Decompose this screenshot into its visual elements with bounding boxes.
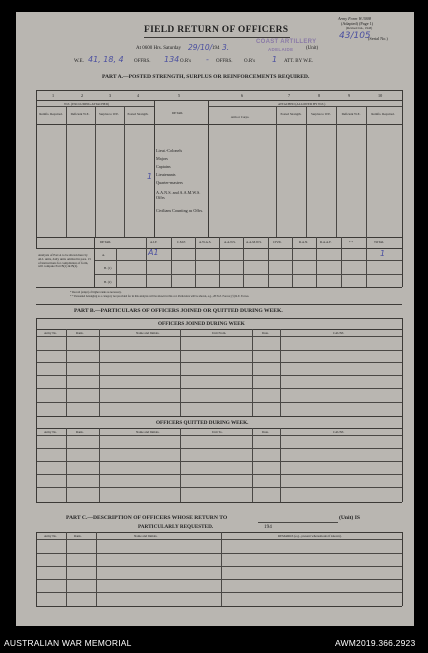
detail-heading: DETAIL — [172, 111, 184, 115]
rule — [316, 237, 317, 287]
rule — [36, 287, 402, 288]
joined-col-army-no: Army No. — [44, 331, 57, 335]
rule — [402, 248, 403, 287]
quitted-col-name: Name and Initials. — [136, 430, 160, 434]
offrs2-label: OFFRS. — [216, 59, 233, 64]
rank-majors: Majors — [156, 156, 168, 161]
head-posted-right: Posted Strength. — [280, 112, 302, 116]
rule — [36, 428, 402, 429]
group-right-heading: ATTACHED (ALLOWED BY W.E.) — [278, 101, 326, 106]
rule — [146, 237, 147, 287]
col-num-1: 1 — [52, 93, 55, 98]
rule — [36, 532, 402, 533]
rule — [66, 532, 67, 606]
joined-col-rank: Rank. — [76, 331, 84, 335]
quitted-col-date: Date. — [262, 430, 269, 434]
rule — [36, 329, 402, 330]
rule — [36, 553, 402, 554]
rule — [99, 428, 100, 502]
rule — [36, 579, 402, 580]
rule — [36, 90, 37, 248]
rule — [36, 388, 402, 389]
report-time: At 0600 Hrs. Saturday — [136, 46, 181, 51]
analysis-awas: A.W.A.S. — [199, 239, 212, 244]
offrs-label: OFFRS. — [134, 59, 151, 64]
analysis-cmf: C.M.F. — [177, 239, 186, 244]
part-c-requested: PARTICULARLY REQUESTED. — [138, 524, 214, 530]
rule — [276, 106, 277, 237]
form-ref-line2: (Adapted) (Page 1) — [341, 21, 374, 26]
year-suffix: 3. — [222, 43, 230, 52]
analysis-aif-value: A1 — [148, 248, 159, 257]
col-num-4: 4 — [137, 93, 140, 98]
rule — [280, 428, 281, 502]
serial-label: (Serial No.) — [368, 36, 388, 41]
col-num-10: 10 — [378, 93, 383, 98]
col-num-9: 9 — [348, 93, 351, 98]
rule — [258, 522, 338, 523]
rule — [252, 329, 253, 416]
ors-label: O.R's — [180, 59, 192, 64]
rank-civilians: Civilians Counting as Offrs. — [156, 208, 204, 213]
joined-col-name: Name and Initials. — [136, 331, 160, 335]
footer-accession-number: AWM2019.366.2923 — [335, 638, 416, 648]
rule — [252, 428, 253, 502]
analysis-row-a: A. — [102, 253, 106, 257]
rule — [36, 318, 402, 319]
rule — [366, 237, 367, 287]
part-c-col-name: Name and Initials. — [134, 534, 158, 538]
rule — [36, 592, 402, 593]
unit-label: (Unit) — [306, 46, 319, 51]
analysis-ran: R.A.N. — [299, 239, 309, 244]
rule — [36, 350, 402, 351]
rule — [366, 106, 367, 237]
analysis-other: * * — [349, 239, 353, 244]
unit-stamp-line1: COAST ARTILLERY — [256, 39, 317, 45]
analysis-footnote-1: * Record (adapt) of higher ranks as necessary. — [70, 291, 122, 294]
rule — [36, 606, 402, 607]
rule — [36, 402, 402, 403]
group-left-heading: W.E. (EXCLUDING ATTACHED) — [64, 101, 109, 106]
rank-lieut-colonels: Lieut.-Colonels — [156, 148, 183, 153]
head-surplus-right: Surplus to W.E. — [310, 112, 331, 116]
rule — [336, 106, 337, 237]
rule — [341, 237, 342, 287]
rule — [36, 304, 402, 305]
rank-quartermasters: Quarter-masters — [156, 180, 183, 185]
year-prefix: 194 — [212, 46, 220, 51]
part-c-year: 194 — [264, 524, 272, 530]
rule — [36, 502, 402, 503]
analysis-detail-head: DETAIL — [100, 239, 112, 244]
rule — [66, 329, 67, 416]
head-surplus-left: Surplus to W.E. — [98, 112, 119, 116]
part-c-col-remarks: REMARKS (e.g., present whereabouts if known). — [278, 534, 342, 538]
rule — [36, 474, 402, 475]
serial-number: 43/105 — [339, 31, 371, 41]
rule — [208, 106, 402, 107]
analysis-note: Analysis of Part A to be shown here by ALL units, daily units omitted in para. 15 of instructions for compilation of form, will compute Part B(1) & B(2). — [38, 253, 91, 269]
rank-captains: Captains — [156, 164, 171, 169]
quitted-col-unit-to: Unit To. — [212, 430, 223, 434]
quitted-col-army-no: Army No. — [44, 430, 57, 434]
col-num-7: 7 — [288, 93, 291, 98]
rule — [96, 532, 97, 606]
analysis-total-value: 1 — [380, 249, 386, 258]
rule — [36, 539, 402, 540]
joined-col-cause: CAUSE. — [333, 331, 345, 335]
rule — [36, 90, 402, 91]
analysis-footnote-2: * * Personnel belonging to a category not provided for in this analysis will be shown in this col. Particulars will be shown, e.g., 28 N.Z. Forces; (5) R.E. Forces. — [70, 295, 250, 298]
head-arm-corps: Arm or Corps. — [230, 115, 250, 119]
analysis-civil: CIVIL — [273, 239, 282, 244]
analysis-row-b2: B. (2) — [104, 280, 112, 284]
analysis-aamws: A.A.M.W.S. — [246, 239, 262, 244]
rule — [402, 318, 403, 416]
rule — [268, 237, 269, 287]
rule — [219, 237, 220, 287]
part-c-col-rank: Rank. — [74, 534, 82, 538]
rule — [36, 362, 402, 363]
quitted-col-rank: Rank. — [76, 430, 84, 434]
rule — [36, 416, 402, 417]
att-value: 1 — [272, 55, 278, 64]
col-num-5: 5 — [178, 93, 181, 98]
ors2-label: O.R's — [244, 59, 256, 64]
we-label: W.E. — [74, 59, 84, 64]
report-date: 29/10/ — [188, 43, 213, 52]
rule — [94, 260, 402, 261]
col-num-8: 8 — [318, 93, 321, 98]
joined-title: OFFICERS JOINED DURING WEEK — [158, 321, 245, 327]
att-label: ATT. BY W.E. — [284, 59, 314, 64]
rule — [94, 274, 402, 275]
quitted-col-cause: CAUSE. — [333, 430, 345, 434]
col-num-3: 3 — [109, 93, 112, 98]
footer-credit: AUSTRALIAN WAR MEMORIAL — [4, 638, 132, 648]
rule — [208, 100, 209, 237]
rule — [195, 237, 196, 287]
head-deficient-right: Deficient W.E. — [341, 112, 361, 116]
rank-aans-aamws: A.A.N.S. and A.A.M.W.S. Offrs — [156, 190, 201, 200]
rule — [154, 100, 155, 237]
analysis-row-b1: B. (1) — [104, 266, 112, 270]
unit-stamp-line2: ADELAIDE — [268, 47, 294, 52]
part-c-title: PART C.—DESCRIPTION OF OFFICERS WHOSE RETURN TO — [66, 515, 228, 521]
part-c-col-army-no: Army No. — [44, 534, 57, 538]
rule — [180, 329, 181, 416]
rule — [36, 435, 402, 436]
rule — [292, 237, 293, 287]
posted-strength-lieutenants: 1 — [147, 172, 153, 181]
rule — [180, 428, 181, 502]
head-deficient-left: Deficient W.E. — [70, 112, 90, 116]
form-ref-line1: Army Form W.3008 — [338, 16, 371, 21]
rank-lieutenants: Lieutenants — [156, 172, 176, 177]
head-posted-left: Posted Strength. — [127, 112, 149, 116]
rule — [36, 448, 402, 449]
rule — [36, 375, 402, 376]
rule — [402, 90, 403, 248]
rule — [36, 487, 402, 488]
col-num-6: 6 — [241, 93, 244, 98]
rule — [171, 237, 172, 287]
rule — [280, 329, 281, 416]
part-b-title: PART B.—PARTICULARS OF OFFICERS JOINED OR QUITTED DURING WEEK. — [74, 308, 283, 314]
rule — [306, 106, 307, 237]
title-underline — [144, 37, 290, 38]
rule — [36, 532, 37, 606]
rule — [36, 336, 402, 337]
rule — [116, 248, 117, 287]
offrs-value: 134 — [164, 55, 180, 64]
part-c-unit-is: (Unit) IS — [339, 515, 360, 521]
rule — [99, 329, 100, 416]
rule — [243, 237, 244, 287]
part-a-title: PART A.—POSTED STRENGTH, SURPLUS OR REINFORCEMENTS REQUIRED. — [102, 74, 310, 80]
rule — [36, 461, 402, 462]
head-reinfts-right: Reinfts. Required. — [371, 112, 395, 116]
rule — [402, 416, 403, 502]
joined-col-date: Date. — [262, 331, 269, 335]
rule — [66, 106, 67, 237]
form-sheet — [16, 12, 414, 626]
head-reinfts-left: Reinfts. Required. — [39, 112, 63, 116]
analysis-aif: A.I.F. — [150, 239, 158, 244]
col-num-2: 2 — [81, 93, 84, 98]
joined-col-unit-from: Unit From. — [212, 331, 227, 335]
quitted-title: OFFICERS QUITTED DURING WEEK. — [156, 420, 249, 426]
rule — [36, 124, 402, 125]
rule — [66, 428, 67, 502]
form-title: FIELD RETURN OF OFFICERS — [144, 25, 289, 35]
rule — [94, 237, 95, 287]
analysis-aans: A.A.N.S. — [224, 239, 236, 244]
rule — [402, 532, 403, 606]
analysis-total: TOTAL — [374, 239, 385, 244]
rule — [36, 318, 37, 416]
ors2-value: - — [206, 55, 209, 64]
rule — [124, 106, 125, 237]
rule — [95, 106, 96, 237]
rule — [36, 416, 37, 502]
rule — [221, 532, 222, 606]
analysis-raaf: R.A.A.F. — [320, 239, 332, 244]
form-ref-line3: (Revised Jan., 1943) — [346, 26, 373, 30]
rule — [36, 566, 402, 567]
we-value: 41, 18, 4 — [88, 55, 124, 64]
